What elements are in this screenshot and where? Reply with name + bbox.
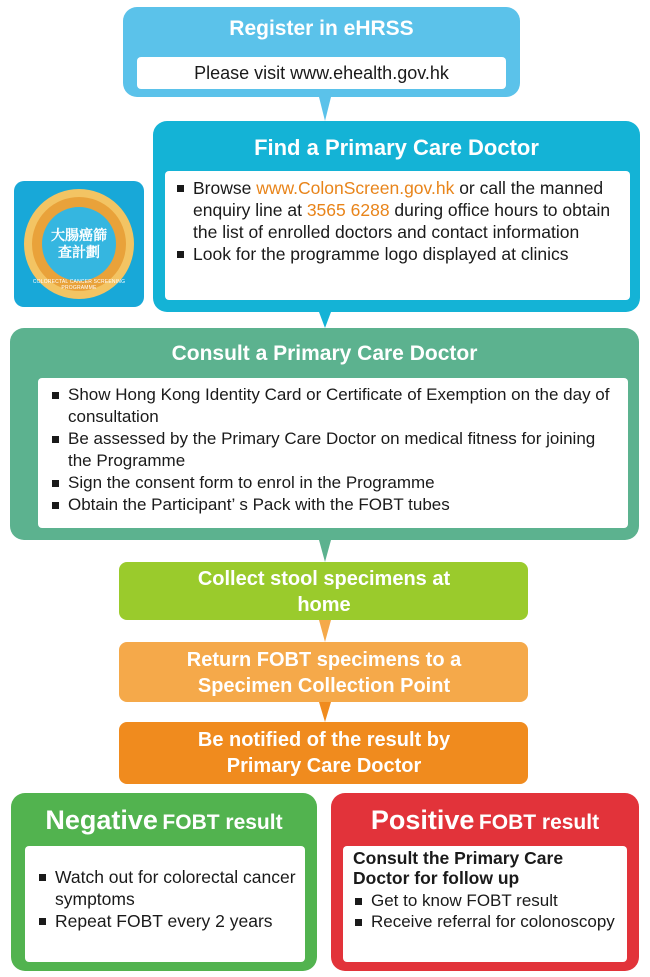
positive-result-title [331,805,639,836]
arrow-down [319,97,331,121]
register-text: Please visit www.ehealth.gov.hk [194,63,449,83]
consult-bullet-1: Show Hong Kong Identity Card or Certificate of Exemption on the day of consultation [50,384,620,428]
arrow-down [319,620,331,642]
enquiry-phone[interactable]: 3565 6288 [306,200,390,220]
positive-result-box [331,793,639,971]
find-doctor-bullet-2: Look for the programme logo displayed at clinics [175,243,622,265]
negative-bullet-1: Watch out for colorectal cancer symptoms [37,866,297,910]
find-doctor-step [153,121,640,312]
negative-result-box [11,793,317,971]
negative-fobt-label: FOBT result [162,811,283,834]
logo-chinese-text: 大腸癌篩查計劃 [51,227,107,260]
negative-result-body [25,846,305,962]
positive-word: Positive [370,805,475,835]
negative-result-title [11,805,317,836]
collect-specimens-title: Collect stool specimens at home [197,568,451,616]
arrow-down [319,312,331,328]
return-specimens-step [119,642,528,702]
colonscreen-link[interactable]: www.ColonScreen.gov.hk [256,178,455,198]
register-step [123,7,520,97]
return-specimens-title: Return FOBT specimens to a Specimen Collection Point [186,649,462,697]
positive-result-body [343,846,627,962]
find-doctor-bullet-1: Browse www.ColonScreen.gov.hk or call the manned enquiry line at 3565 6288 during office hours to obtain the list of enrolled doctors and contact information [175,177,622,243]
find-doctor-title: Find a Primary Care Doctor [254,135,539,160]
positive-fobt-label: FOBT result [478,811,600,834]
consult-bullet-3: Sign the consent form to enrol in the Programme [50,472,620,494]
consult-doctor-step [10,328,639,540]
register-title: Register in eHRSS [229,17,414,40]
positive-bullet-2: Receive referral for colonoscopy [353,911,619,932]
positive-heading: Consult the Primary Care Doctor for follow up [353,848,564,888]
consult-doctor-title: Consult a Primary Care Doctor [171,342,478,365]
consult-doctor-body [38,378,628,528]
negative-bullet-2: Repeat FOBT every 2 years [37,910,297,932]
collect-specimens-step [119,562,528,620]
negative-word: Negative [45,805,158,835]
arrow-down [319,702,331,722]
arrow-down [319,540,331,562]
consult-bullet-2: Be assessed by the Primary Care Doctor on medical fitness for joining the Programme [50,428,620,472]
positive-bullet-1: Get to know FOBT result [353,890,619,911]
register-body [137,57,506,89]
notified-result-step [119,722,528,784]
notified-result-title: Be notified of the result by Primary Care Doctor [197,729,451,777]
programme-logo [14,181,144,307]
consult-bullet-4: Obtain the Participant’ s Pack with the FOBT tubes [50,494,620,516]
find-doctor-body [165,171,630,300]
logo-english-text: COLORECTAL CANCER SCREENING PROGRAMME [32,279,126,291]
